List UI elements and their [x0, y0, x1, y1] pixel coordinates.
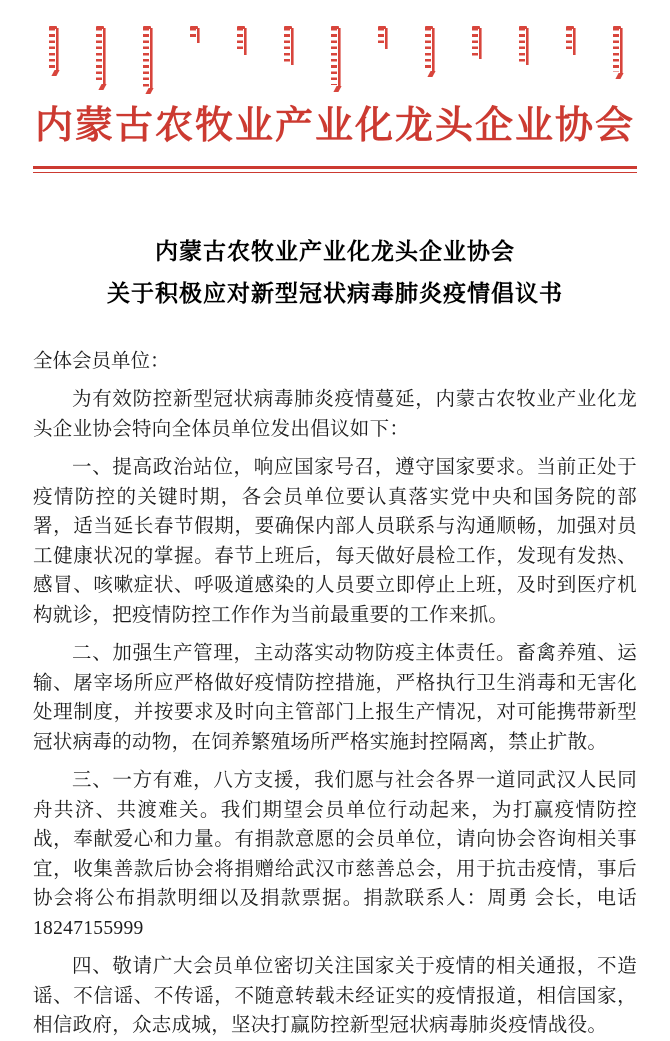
org-name-chinese: 内蒙古农牧业产业化龙头企业协会 — [34, 105, 635, 147]
mongolian-word — [331, 28, 341, 88]
paragraph-intro: 为有效防控新型冠状病毒肺炎疫情蔓延，内蒙古农牧业产业化龙头企业协会特向全体员单位发出倡议如下： — [33, 389, 637, 440]
mongolian-word — [143, 28, 153, 90]
mongolian-script-ornament — [33, 26, 637, 92]
mongolian-word — [190, 28, 200, 43]
mongolian-word — [472, 28, 482, 59]
mongolian-word — [613, 28, 623, 75]
paragraph-item-4: 四、敬请广大会员单位密切关注国家关于疫情的相关通报，不造谣、不信谣、不传谣，不随意转载未经证实的疫情报道，相信国家，相信政府，众志成城，坚决打赢防控新型冠状病毒肺炎疫情战役。 — [33, 956, 637, 1036]
letterhead-divider — [33, 166, 637, 173]
mongolian-word — [425, 28, 435, 73]
paragraph-item-2: 二、加强生产管理，主动落实动物防疫主体责任。畜禽养殖、运输、屠宰场所应严格做好疫情防控措施，严格执行卫生消毒和无害化处理制度，并按要求及时向主管部门上报生产情况，对可能携带新型冠状病毒的动物，在饲养繁殖场所严格实施封控隔离，禁止扩散。 — [33, 643, 637, 753]
letterhead — [33, 26, 637, 173]
document-title — [33, 231, 637, 315]
mongolian-word — [284, 28, 294, 65]
mongolian-word — [237, 28, 247, 55]
salutation: 全体会员单位： — [33, 350, 170, 372]
mongolian-word — [566, 28, 576, 55]
mongolian-word — [519, 28, 529, 65]
paragraph-item-1: 一、提高政治站位，响应国家号召，遵守国家要求。当前正处于疫情防控的关键时期，各会员单位要认真落实党中央和国务院的部署，适当延长春节假期，要确保内部人员联系与沟通顺畅，加强对员工健康状况的掌握。春节上班后，每天做好晨检工作，发现有发热、感冒、咳嗽症状、呼吸道感染的人员要立即停止上班，及时到医疗机构就诊，把疫情防控工作作为当前最重要的工作来抓。 — [33, 457, 637, 626]
mongolian-word — [49, 28, 59, 72]
mongolian-word — [378, 28, 388, 49]
document-title-line1: 内蒙古农牧业产业化龙头企业协会 — [155, 238, 515, 264]
document-title-line2: 关于积极应对新型冠状病毒肺炎疫情倡议书 — [107, 280, 563, 306]
paragraph-item-3-with-contact: 三、一方有难，八方支援，我们愿与社会各界一道同武汉人民同舟共济、共渡难关。我们期望会员单位行动起来，为打赢疫情防控战，奉献爱心和力量。有捐款意愿的会员单位，请向协会咨询相关事宜，收集善款后协会将捐赠给武汉市慈善总会，用于抗击疫情，事后协会将公布捐款明细以及捐款票据。捐款联系人：周勇 会长，电话 18247155999 — [33, 770, 637, 939]
mongolian-word — [96, 28, 106, 86]
